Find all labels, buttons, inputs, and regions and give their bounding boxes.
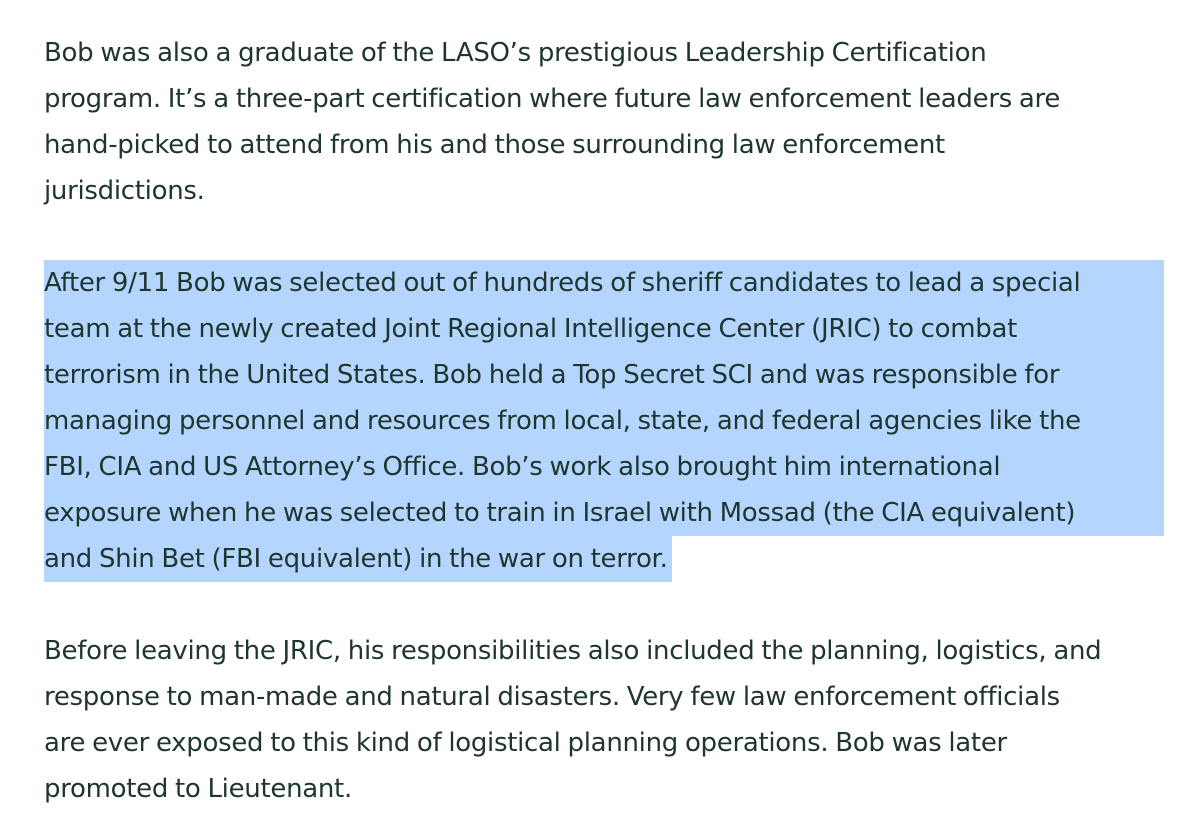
- selected-line: [44, 536, 1164, 582]
- paragraph-line: Bob was also a graduate of the LASO’s prestigious Leadership Certification: [44, 38, 987, 68]
- article-body: [44, 30, 1164, 812]
- paragraph-line: promoted to Lieutenant.: [44, 774, 352, 804]
- text-selection: terrorism in the United States. Bob held a Top Secret SCI and was responsible for: [44, 352, 1164, 398]
- paragraph-line: hand-picked to attend from his and those surrounding law enforcement: [44, 130, 945, 160]
- paragraph-line: program. It’s a three-part certification where future law enforcement leaders are: [44, 84, 1061, 114]
- paragraph-line: Before leaving the JRIC, his responsibilities also included the planning, logistics, and: [44, 636, 1102, 666]
- selected-line: [44, 306, 1164, 352]
- paragraph-leaving-jric: [44, 628, 1164, 812]
- paragraph-line: response to man-made and natural disasters. Very few law enforcement officials: [44, 682, 1060, 712]
- selected-line: [44, 398, 1164, 444]
- selected-line: [44, 352, 1164, 398]
- text-selection: and Shin Bet (FBI equivalent) in the war on terror.: [44, 536, 672, 582]
- text-selection: exposure when he was selected to train in Israel with Mossad (the CIA equivalent): [44, 490, 1164, 536]
- paragraph-jric-selected-text[interactable]: [44, 260, 1164, 582]
- selected-line: [44, 260, 1164, 306]
- text-selection: team at the newly created Joint Regional Intelligence Center (JRIC) to combat: [44, 306, 1164, 352]
- paragraph-line: are ever exposed to this kind of logistical planning operations. Bob was later: [44, 728, 1007, 758]
- selected-line: [44, 444, 1164, 490]
- text-selection: FBI, CIA and US Attorney’s Office. Bob’s work also brought him international: [44, 444, 1164, 490]
- text-selection: After 9/11 Bob was selected out of hundreds of sheriff candidates to lead a special: [44, 260, 1164, 306]
- selected-line: [44, 490, 1164, 536]
- text-selection: managing personnel and resources from local, state, and federal agencies like the: [44, 398, 1164, 444]
- paragraph-line: jurisdictions.: [44, 176, 205, 206]
- paragraph-laso-certification: [44, 30, 1164, 214]
